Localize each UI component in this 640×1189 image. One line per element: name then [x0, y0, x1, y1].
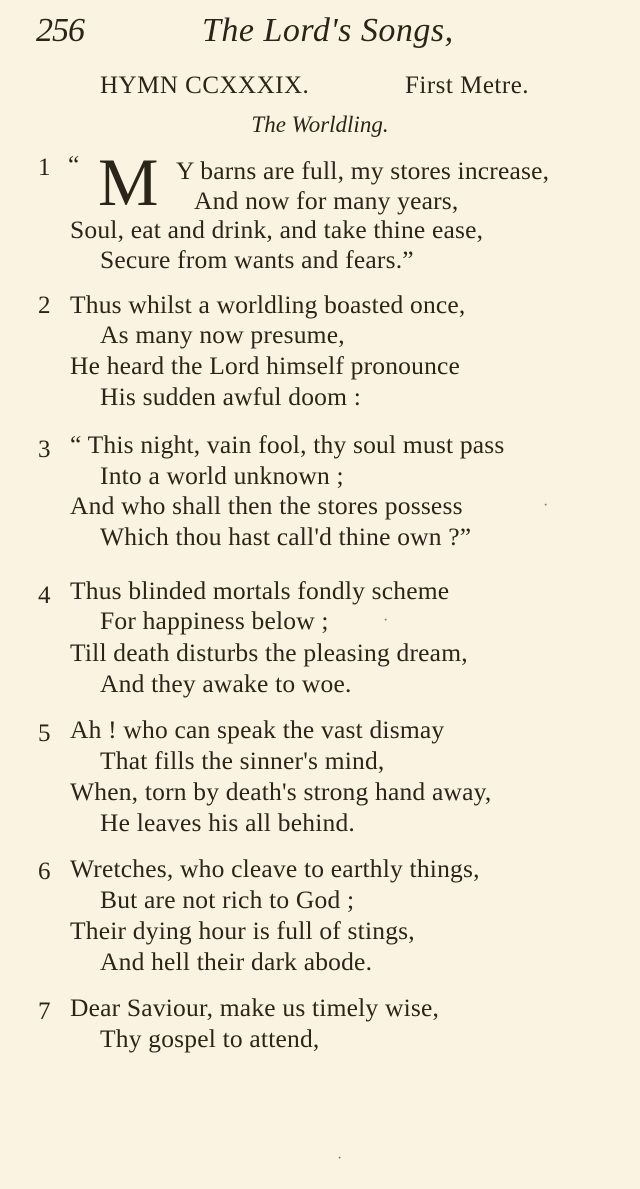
stanza-number: 6	[38, 858, 51, 885]
stanza-line: When, torn by death's strong hand away,	[70, 777, 492, 806]
stanza-line: Thus blinded mortals fondly scheme	[70, 576, 450, 605]
stanza-line: And who shall then the stores possess	[70, 491, 463, 520]
stanza-line: And now for many years,	[194, 186, 459, 215]
page-number: 256	[36, 12, 84, 49]
ink-speck: ·	[337, 1150, 343, 1167]
stanza-line: Ah ! who can speak the vast dismay	[70, 715, 445, 744]
stanza-line: And they awake to woe.	[100, 669, 352, 698]
stanza-line: And hell their dark abode.	[100, 947, 373, 976]
hymn-metre: First Metre.	[405, 72, 530, 99]
stanza-number: 3	[38, 436, 51, 463]
ink-speck: ·	[543, 497, 549, 514]
stanza-line: As many now presume,	[100, 320, 345, 349]
stanza-line: Till death disturbs the pleasing dream,	[70, 638, 468, 667]
stanza-line: Thus whilst a worldling boasted once,	[70, 290, 466, 319]
hymn-subtitle: The Worldling.	[251, 112, 389, 137]
stanza-line: He leaves his all behind.	[100, 808, 355, 837]
stanza-line: Thy gospel to attend,	[100, 1024, 320, 1053]
stanza-line: Dear Saviour, make us timely wise,	[70, 993, 440, 1022]
stanza-number: 5	[38, 720, 51, 747]
stanza-number: 1	[38, 154, 51, 181]
running-head	[36, 10, 596, 54]
stanza-line: That fills the sinner's mind,	[100, 746, 385, 775]
ink-speck: ·	[383, 612, 389, 629]
stanza-line: Y barns are full, my stores increase,	[176, 156, 550, 185]
stanza-line: Their dying hour is full of stings,	[70, 916, 415, 945]
stanza-line: Soul, eat and drink, and take thine ease,	[70, 215, 484, 244]
stanza-line: But are not rich to God ;	[100, 885, 355, 914]
stanza-line: His sudden awful doom :	[100, 382, 361, 411]
stanza-line: Wretches, who cleave to earthly things,	[70, 854, 480, 883]
stanza-line: “ This night, vain fool, thy soul must pass	[70, 430, 505, 459]
stanza-line: For happiness below ;	[100, 606, 329, 635]
stanza-number: 7	[38, 998, 51, 1025]
running-title: The Lord's Songs,	[202, 12, 454, 49]
stanza-number: 4	[38, 582, 51, 609]
stanza-line: Which thou hast call'd thine own ?”	[100, 522, 472, 551]
hymn-number: HYMN CCXXXIX.	[100, 72, 310, 99]
opening-quote: “	[68, 150, 80, 179]
stanza-line: Secure from wants and fears.”	[100, 245, 414, 274]
stanza-line: He heard the Lord himself pronounce	[70, 351, 461, 380]
stanza-number: 2	[38, 292, 51, 319]
drop-cap: M	[98, 144, 159, 220]
stanza-line: Into a world unknown ;	[100, 461, 344, 490]
